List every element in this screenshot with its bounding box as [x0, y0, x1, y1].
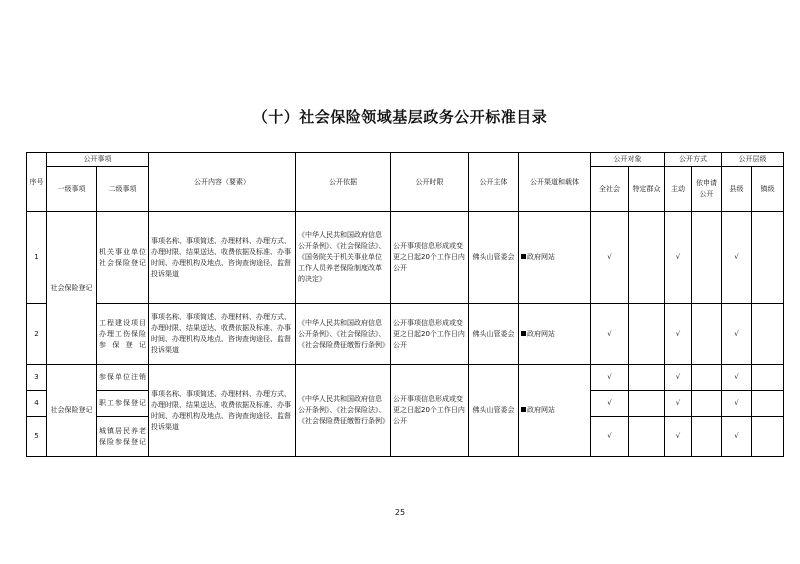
check-mark: √: [591, 391, 629, 417]
timing-cell: 公开事项信息形成或变更之日起20个工作日内公开: [391, 212, 469, 304]
square-bullet-icon: [521, 331, 526, 336]
channel-label: 政府网站: [527, 406, 555, 414]
channel-cell: [519, 212, 591, 304]
level2-item: 城镇居民养老保险参保登记: [97, 417, 149, 457]
row-seq: 3: [27, 365, 47, 391]
empty-cell: [752, 365, 784, 391]
header-subject: 公开主体: [469, 153, 519, 212]
row-seq: 5: [27, 417, 47, 457]
table-row: [27, 304, 784, 365]
header-content: 公开内容（要素）: [149, 153, 296, 212]
check-mark: √: [591, 304, 629, 365]
table-row: [27, 212, 784, 304]
row-seq: 4: [27, 391, 47, 417]
header-target-specific: 特定群众: [629, 167, 665, 212]
empty-cell: [692, 365, 722, 391]
header-level-town: 镇级: [752, 167, 784, 212]
check-mark: √: [665, 212, 692, 304]
check-mark: √: [722, 391, 752, 417]
content-cell: 事项名称、事项简述、办理材料、办理方式、办理时限、结果送达、收费依据及标准、办事时间、办理机构及地点、咨询查询途径、监督投诉渠道: [149, 212, 296, 304]
level2-item: 参保单位注销: [97, 365, 149, 391]
subject-cell: 佛头山管委会: [469, 212, 519, 304]
level1-item: 社会保险登记: [47, 212, 97, 365]
basis-cell: 《中华人民共和国政府信息公开条例》、《社会保险法》、《社会保险费征缴暂行条例》: [296, 365, 391, 457]
empty-cell: [692, 391, 722, 417]
basis-cell: 《中华人民共和国政府信息公开条例》、《社会保险法》、《国务院关于机关事业单位工作人员养老保险制度改革的决定》: [296, 212, 391, 304]
level2-item: 职工参保登记: [97, 391, 149, 417]
level1-item: 社会保险登记: [47, 365, 97, 457]
standard-catalog-table: [26, 152, 784, 457]
empty-cell: [629, 391, 665, 417]
check-mark: √: [591, 365, 629, 391]
header-seq: 序号: [27, 153, 47, 212]
check-mark: √: [665, 391, 692, 417]
check-mark: √: [591, 212, 629, 304]
basis-cell: 《中华人民共和国政府信息公开条例》、《社会保险法》、《社会保险费征缴暂行条例》: [296, 304, 391, 365]
header-timing: 公开时限: [391, 153, 469, 212]
channel-label: 政府网站: [527, 329, 555, 338]
header-level-county: 县级: [722, 167, 752, 212]
header-mode: 公开方式: [665, 153, 722, 167]
level2-item: 工程建设项目办理工伤保险参保登记: [97, 304, 149, 365]
header-channel: 公开渠道和载体: [519, 153, 591, 212]
empty-cell: [629, 212, 665, 304]
page-title: （十）社会保险领域基层政务公开标准目录: [252, 108, 548, 126]
header-public-items: 公开事项: [47, 153, 149, 167]
subject-cell: 佛头山管委会: [469, 304, 519, 365]
check-mark: √: [665, 365, 692, 391]
check-mark: √: [722, 417, 752, 457]
empty-cell: [752, 391, 784, 417]
level2-item: 机关事业单位社会保险登记: [97, 212, 149, 304]
channel-cell: [519, 365, 591, 457]
empty-cell: [692, 212, 722, 304]
empty-cell: [629, 304, 665, 365]
header-basis: 公开依据: [296, 153, 391, 212]
empty-cell: [692, 417, 722, 457]
row-seq: 2: [27, 304, 47, 365]
header-row-1: [27, 153, 784, 167]
check-mark: √: [665, 304, 692, 365]
header-level1: 一级事项: [47, 167, 97, 212]
square-bullet-icon: [521, 254, 526, 259]
empty-cell: [629, 365, 665, 391]
timing-cell: 公开事项信息形成或变更之日起20个工作日内公开: [391, 304, 469, 365]
page-number: 25: [394, 508, 406, 517]
check-mark: √: [591, 417, 629, 457]
empty-cell: [752, 304, 784, 365]
empty-cell: [752, 212, 784, 304]
empty-cell: [692, 304, 722, 365]
check-mark: √: [722, 304, 752, 365]
check-mark: √: [722, 212, 752, 304]
header-mode-request: 依申请公开: [692, 167, 722, 212]
check-mark: √: [722, 365, 752, 391]
header-mode-active: 主动: [665, 167, 692, 212]
table-row: [27, 365, 784, 391]
header-target-all: 全社会: [591, 167, 629, 212]
timing-cell: 公开事项信息形成或变更之日起20个工作日内公开: [391, 365, 469, 457]
channel-cell: [519, 304, 591, 365]
square-bullet-icon: [521, 407, 526, 412]
header-target: 公开对象: [591, 153, 665, 167]
header-level2: 二级事项: [97, 167, 149, 212]
channel-label: 政府网站: [527, 253, 555, 261]
subject-cell: 佛头山管委会: [469, 365, 519, 457]
empty-cell: [629, 417, 665, 457]
check-mark: √: [665, 417, 692, 457]
content-cell: 事项名称、事项简述、办理材料、办理方式、办理时限、结果送达、收费依据及标准、办事时间、办理机构及地点、咨询查询途径、监督投诉渠道: [149, 365, 296, 457]
header-level: 公开层级: [722, 153, 784, 167]
content-cell: 事项名称、事项简述、办理材料、办理方式、办理时限、结果送达、收费依据及标准、办事时间、办理机构及地点、咨询查询途径、监督投诉渠道: [149, 304, 296, 365]
row-seq: 1: [27, 212, 47, 304]
empty-cell: [752, 417, 784, 457]
